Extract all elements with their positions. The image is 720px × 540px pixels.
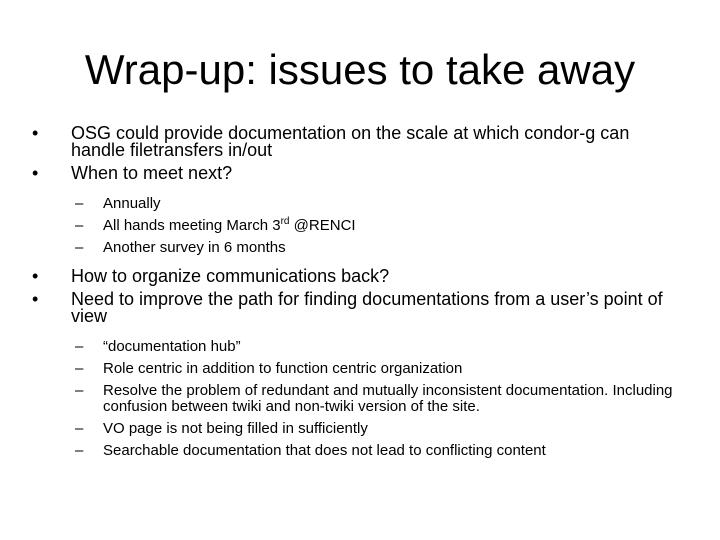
sub-bullet-text: [103, 217, 356, 234]
dash-icon: –: [75, 442, 84, 459]
dash-icon: –: [75, 239, 84, 256]
sub-bullet-text: Another survey in 6 months: [103, 239, 286, 256]
bullet-item: [26, 268, 676, 285]
bullet-text: How to organize communications back?: [71, 266, 390, 286]
bullet-icon: •: [32, 163, 39, 183]
sub-bullet-item: [26, 339, 676, 355]
bullet-text: OSG could provide documentation on the scale at which condor-g can handle filetransfers in/out: [71, 123, 630, 160]
dash-icon: –: [75, 195, 84, 212]
sub-bullet-text: VO page is not being filled in sufficiently: [103, 420, 368, 437]
sub-bullet-text: Resolve the problem of redundant and mutually inconsistent documentation. Including confusion between twiki and non-twiki version of the site.: [103, 382, 673, 415]
dash-icon: –: [75, 338, 84, 355]
sub-bullet-text: “documentation hub”: [103, 338, 241, 355]
slide-body: [26, 125, 676, 465]
ordinal-superscript: rd: [280, 216, 290, 227]
sub-bullet-item: [26, 361, 676, 377]
sub-bullet-text-part: @RENCI: [289, 217, 356, 234]
sub-bullet-item: [26, 196, 676, 212]
slide-title: Wrap-up: issues to take away: [84, 46, 636, 93]
sub-bullet-text: Annually: [103, 195, 161, 212]
sub-bullet-item: [26, 443, 676, 459]
bullet-text: When to meet next?: [71, 163, 233, 183]
sub-bullet-item: [26, 218, 676, 234]
sub-bullet-text: Searchable documentation that does not lead to conflicting content: [103, 442, 546, 459]
dash-icon: –: [75, 420, 84, 437]
bullet-icon: •: [32, 289, 39, 309]
sub-bullet-item: [26, 383, 676, 415]
dash-icon: –: [75, 217, 84, 234]
sub-bullet-text: Role centric in addition to function centric organization: [103, 360, 463, 377]
sub-bullet-item: [26, 240, 676, 256]
dash-icon: –: [75, 382, 84, 399]
bullet-item: [26, 291, 676, 325]
sub-bullet-item: [26, 421, 676, 437]
bullet-text: Need to improve the path for finding documentations from a user’s point of view: [71, 289, 663, 326]
bullet-item: [26, 165, 676, 182]
bullet-item: [26, 125, 676, 159]
sub-bullet-text-part: All hands meeting March 3: [103, 217, 281, 234]
dash-icon: –: [75, 360, 84, 377]
bullet-icon: •: [32, 123, 39, 143]
bullet-icon: •: [32, 266, 39, 286]
